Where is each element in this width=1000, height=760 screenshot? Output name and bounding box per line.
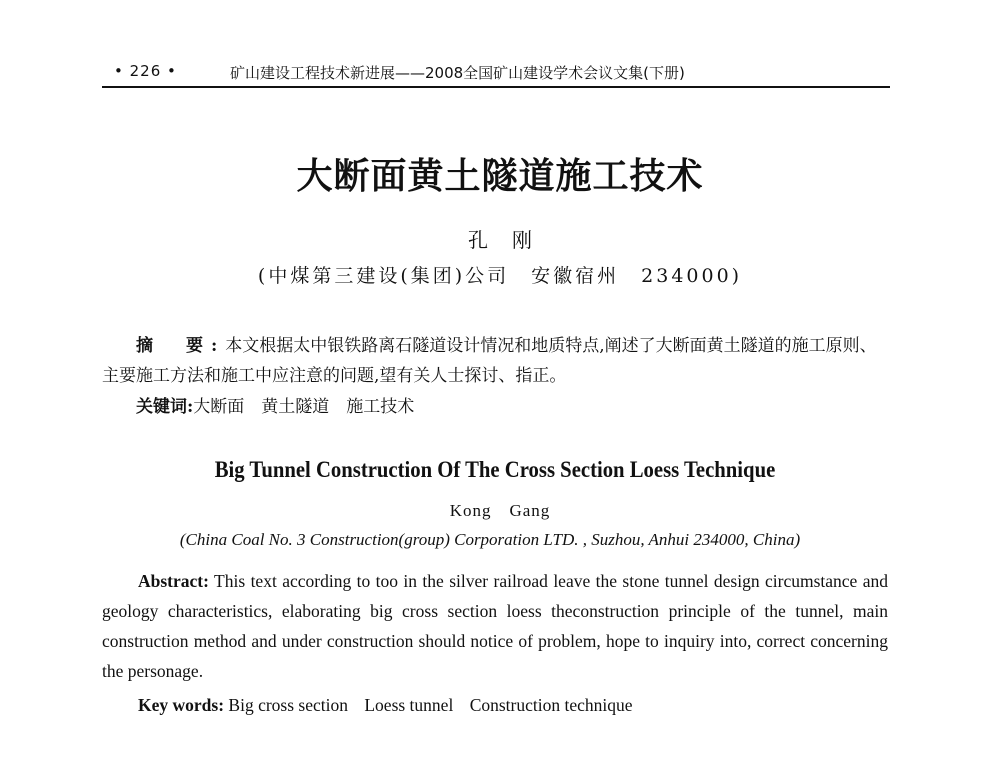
keywords-label-cn: 关键词:	[136, 397, 194, 417]
page-number: • 226 •	[114, 62, 177, 80]
abstract-label-cn: 摘 要:	[136, 336, 226, 356]
author-name-en: Kong Gang	[449, 501, 551, 520]
abstract-text-cn: 本文根据太中银铁路离石隧道设计情况和地质特点,阐述了大断面黄土隧道的施工原则、主要施工方法和施工中应注意的问题,望有关人士探讨、指正。	[102, 336, 877, 386]
abstract-cn	[102, 331, 892, 391]
keyword-item: Loess tunnel	[364, 695, 454, 715]
keywords-en	[138, 690, 645, 720]
running-title: 矿山建设工程技术新进展——2008全国矿山建设学术会议文集(下册)	[230, 64, 685, 82]
keywords-label-en: Key words:	[138, 695, 225, 715]
abstract-text-en: This text according to too in the silver railroad leave the stone tunnel design circumstance and geology characteristics, elaborating big cross section loess theconstruction principle of the tunnel, main construction method and under construction should notice of problem, hope to inquiry into, correct concerning the personage.	[102, 571, 888, 681]
affiliation-cn: (中煤第三建设(集团)公司 安徽宿州 234000)	[257, 265, 743, 287]
abstract-en	[102, 566, 888, 686]
author-name-cn: 孔刚	[468, 228, 556, 252]
keyword-item: Big cross section	[228, 695, 348, 715]
page-header	[102, 62, 890, 88]
affiliation-en: (China Coal No. 3 Construction(group) Corporation LTD. , Suzhou, Anhui 234000, China)	[179, 530, 801, 549]
abstract-label-en: Abstract:	[138, 571, 209, 591]
keywords-text-cn: 大断面 黄土隧道 施工技术	[193, 397, 415, 417]
paper-title-en: Big Tunnel Construction Of The Cross Section Loess Technique	[214, 457, 776, 482]
keyword-item: Construction technique	[469, 695, 633, 715]
paper-title-cn: 大断面黄土隧道施工技术	[296, 156, 704, 197]
keywords-cn	[136, 392, 414, 422]
